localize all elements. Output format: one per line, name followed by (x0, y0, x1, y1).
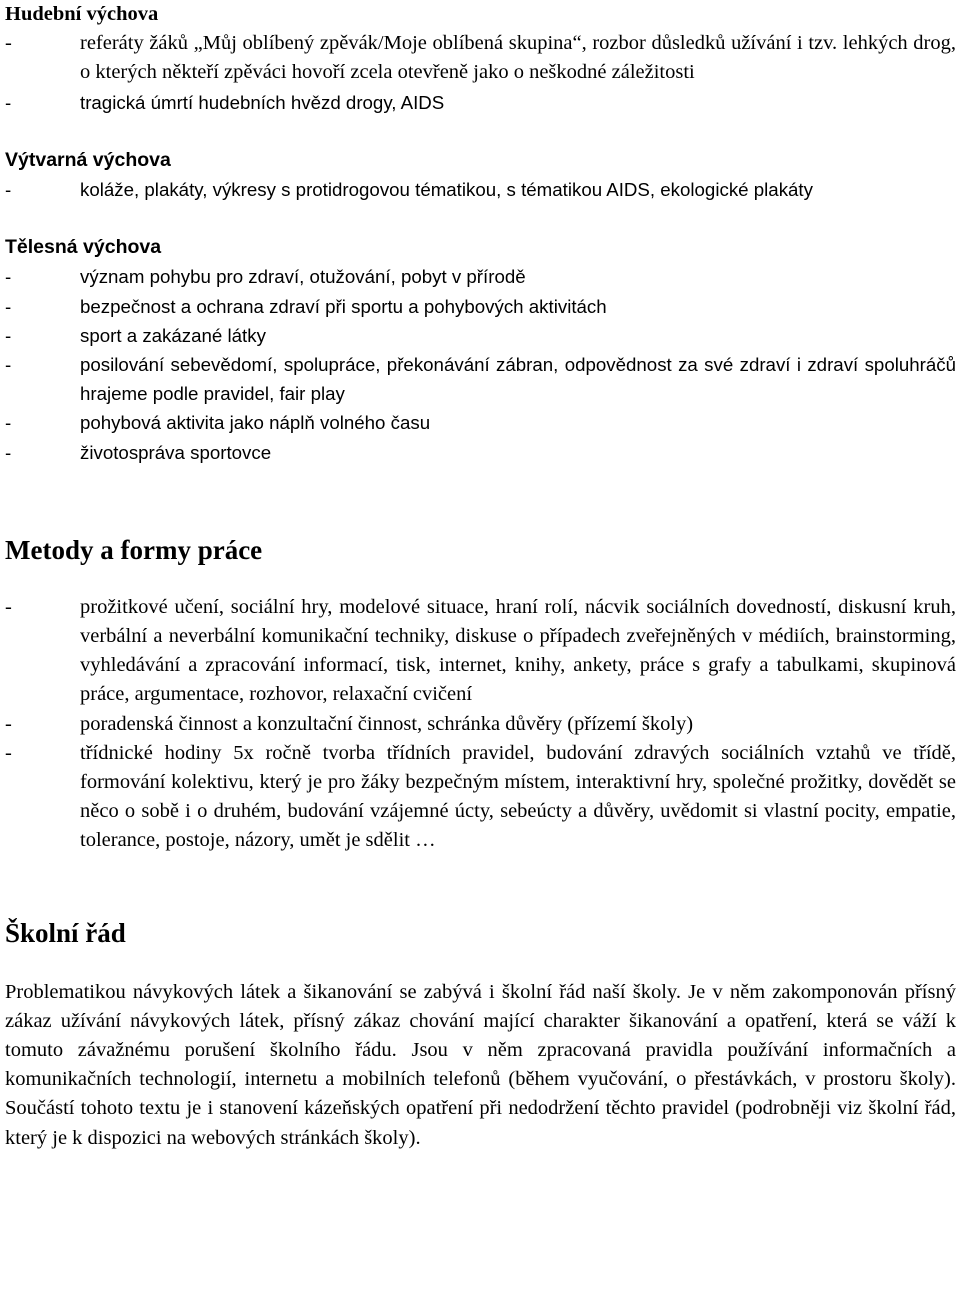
list-item: - referáty žáků „Můj oblíbený zpěvák/Moje oblíbená skupina“, rozbor důsledků užívání i tzv. lehkých drog, o kterých někteří zpěváci hovoří zcela otevřeně jako o neškodné záležitosti (5, 29, 956, 87)
list-item: - pohybová aktivita jako náplň volného času (5, 408, 956, 437)
list-metody (5, 593, 956, 856)
list-item: - tragická úmrtí hudebních hvězd drogy, AIDS (5, 88, 956, 117)
document-page (5, 0, 956, 1153)
list-item: - prožitkové učení, sociální hry, modelové situace, hraní rolí, nácvik sociálních dovedností, diskusní kruh, verbální a neverbální komunikační techniky, diskuse o případech zveřejněných v médiích, brainstorming, vyhledávání a zpracování informací, tisk, internet, knihy, ankety, práce s grafy a tabulkami, skupinová práce, argumentace, rozhovor, relaxační cvičení (5, 593, 956, 710)
list-telesna (5, 262, 956, 466)
list-item: - třídnické hodiny 5x ročně tvorba třídních pravidel, budování zdravých sociálních vztahů ve třídě, formování kolektivu, který je pro žáky bezpečným místem, interaktivní hry, společné prožitky, dovědět se něco o sobě i o druhém, budování vzájemné úcty, sebeúcty a důvěry, uvědomit si vlastní pocity, empatie, tolerance, postoje, názory, umět je sdělit … (5, 739, 956, 856)
list-vytvarna (5, 175, 956, 204)
list-item: - bezpečnost a ochrana zdraví při sportu a pohybových aktivitách (5, 292, 956, 321)
list-item: - poradenská činnost a konzultační činnost, schránka důvěry (přízemí školy) (5, 710, 956, 739)
heading-vytvarna: Výtvarná výchova (5, 148, 171, 171)
heading-skolni-rad: Školní řád (5, 917, 126, 948)
list-hudebni (5, 29, 956, 117)
list-item: - význam pohybu pro zdraví, otužování, pobyt v přírodě (5, 262, 956, 291)
list-item: - sport a zakázané látky (5, 321, 956, 350)
heading-hudebni: Hudební výchova (5, 3, 159, 25)
heading-telesna: Tělesná výchova (5, 236, 162, 259)
list-item: - životospráva sportovce (5, 438, 956, 467)
list-item: - koláže, plakáty, výkresy s protidrogovou tématikou, s tématikou AIDS, ekologické plakáty (5, 175, 956, 204)
paragraph-skolni-rad: Problematikou návykových látek a šikanování se zabývá i školní řád naší školy. Je v něm zakomponován přísný zákaz užívání návykových látek, přísný zákaz chování mající charakter šikanování a opatření, která se váží k tomuto závažnému porušení školního řádu. Jsou v něm zpracovaná pravidla používání informačních a komunikačních technologií, internetu a mobilních telefonů (během vyučování, o přestávkách, v prostoru školy). Součástí tohoto textu je i stanovení kázeňských opatření při nedodržení těchto pravidel (podrobněji viz školní řád, který je k dispozici na webových stránkách školy). (5, 980, 956, 1149)
list-item: - posilování sebevědomí, spolupráce, překonávání zábran, odpovědnost za své zdraví i zdraví spoluhráčů hrajeme podle pravidel, fair play (5, 350, 956, 408)
heading-metody: Metody a formy práce (5, 534, 263, 565)
